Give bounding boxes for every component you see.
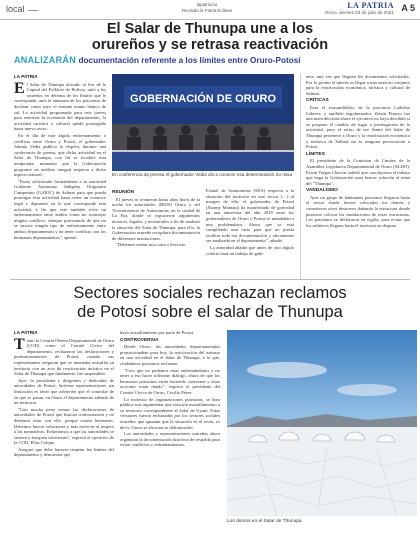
story2-headline <box>10 284 410 322</box>
story1-headline-line2: orureños y se retrasa reactivación <box>91 37 329 53</box>
salt-flat-domes-image <box>227 330 417 516</box>
story1-paragraph: En el día de este álgido enfrentamiento o conflicto entre Oruro y Potosí, el gobernador Johnny Vedia publicó la víspera, durante una conferencia de prensa, que dicha actividad en el Salar de Thunupa, con fin se focalizó esta temporada, momento que la Gobernación programó un análisis integral respecto a dicho aspecto natural. <box>14 132 106 178</box>
story1-photo <box>112 74 294 171</box>
story1-paragraph: El jueves se reunieron hasta altas horas de la noche los autoridades (RIOS) Oruro y del Viceministerio de Autonomías, en la ciudad de La Paz, donde se expusieron argumentos técnicos, legales, y territoriales a fin de analizar la situación del Salar de Thunupa, para ello, la Gobernación orureña recopilará documentación de diferentes instituciones. <box>112 196 200 241</box>
page-header <box>0 0 420 20</box>
story1-paragraph: nete, una vez que lleguen los documentos solicitados. Por lo pronto el interés es llegar a una tarea en conjunto para la reactivación económica, turística y cultural de Salinas. <box>306 74 410 96</box>
story1-paragraph: El presidente de la Comisión de Límites de la Asamblea Legislativa Departamental de Oruro (ALDO), Erwin Vargas Chacón, señaló que concluyeron el trabajo que haga la Gobernación para buscar solución al tema del "Thunupa". <box>306 158 410 186</box>
story2-caption: Los domos en el Salar de Thunupa <box>227 519 302 524</box>
newspaper-name: LA PATRIA <box>347 1 394 10</box>
story2-photo <box>227 330 417 516</box>
story2-paragraph: anto la Central Obrera Departamental de Oruro (COD) como el Comité Cívico del departamento, rechazaron las declaraciones y pronunciamientos de Potosí, cuando sus representantes aseguran que se intentaba avasallar su territorio con un acto de reactivación turística en el Salar de Thunupa que finalmente, fue suspendido. <box>14 337 114 377</box>
story1-subhead-criticas: CRÍTICAS <box>306 98 329 104</box>
story-divider <box>10 279 410 280</box>
header-tagline: Revisalo la Patria Enlinea <box>181 7 233 13</box>
story1-paragraph: "Debemos enviar una carta a Servicio <box>116 242 186 248</box>
story1-paragraph: Ayer un grupo de habitantes potosinos llegaron hasta el sector donde fueron colocados los domos y cometieron otros destrozos dañando la estructura donde pusieron colocar las instalaciones de estas estructuras. Los potosinos se declararon en vigilia, para evitar que los salineros lleguen hasta el territorio en disputa. <box>306 194 410 228</box>
story2-paragraph: Desde Oruro, las autoridades departamentales promocionaban para hoy, la reactivación del turismo en una actividad en el Salar de Thunupa, a lo que, ciudadanos potosinos reclaman. <box>120 344 220 366</box>
story2-paragraph: Los autoridades y representaciones orureñas ahora organizan la documentación histórica de respaldo para evitar conflictos y enfrentamientos. <box>120 431 220 448</box>
photo-banner-text: GOBERNACIÓN DE ORURO <box>129 93 277 105</box>
story2-subhead-controversia: CONTROVERSIA <box>120 337 159 343</box>
header-url: lapatria.bo <box>196 2 218 7</box>
story1-column-4 <box>306 74 410 229</box>
story1-column-2 <box>112 188 200 249</box>
page-number: A 5 <box>401 3 415 13</box>
story1-column-1 <box>14 74 106 241</box>
story1-subhead-limites: LÍMITES <box>306 151 325 157</box>
story2-paragraph: Aseguró que debe hacerse respetar los límites del departamento y demuestra que <box>14 446 114 458</box>
story1-headline-line1: El Salar de Thunupa une a los <box>106 21 314 37</box>
story2-headline-line1: Sectores sociales rechazan reclamos <box>73 284 347 302</box>
story2-dropcap: T <box>14 335 25 353</box>
story1-deck: documentación referente a los límites entre Oruro-Potosí <box>78 56 301 65</box>
story2-column-2 <box>120 330 220 449</box>
story1-paragraph: "Estoy solicitando formalmente a la autoridad Gobierno Autónomo Indígena Originario Campesino (GAIOC) de Salinas para que pueda postergar esta actividad hasta tener un contexto legal y depurado en lo que corresponde esta actividad, a fin que este también evite un enfrentamiento entre ambos como no aconsejar ningún conflicto, siempre procurando de que no se suscite ningún tipo de enfrentamiento entre ambos departamentos y no tener conflicto con los hermanos departamentos", apuntó. <box>14 178 106 240</box>
story1-paragraph: l Salar de Thunupa ubicado al Sur de la Capital del Folklore de Bolivia, unió a los orureños en defensa de los límites que le corresponde, ante la amenaza de los potosinos de declarar como suyo el enorme manto blanco de sal. La actividad programada para este jueves para reactivar la economía del departamento, la actividad turística y cultural quedó postergada hasta nuevo aviso. <box>14 81 106 132</box>
section-label: local <box>6 4 25 14</box>
story1-headline <box>20 21 400 53</box>
header-divider <box>0 19 420 20</box>
issue-date: Oruro, viernes 23 de julio de 2021 <box>324 10 394 15</box>
column-rule <box>300 74 301 280</box>
story2-column-1 <box>14 330 114 459</box>
story1-paragraph: La autoridad añadió que antes de otro álgido criterio hará un trabajo de gabi- <box>206 244 294 256</box>
story1-byline: LA PATRIA <box>14 74 38 79</box>
story1-kicker-row <box>14 54 414 67</box>
story2-paragraph: Ayer, la presidenta y dirigentes y dedicados de autoridades de Potosí, hicieron representaciones sin limitación es tener que advierten que el controlar de su que se pasan, en Oruro el departamento además de un territorio. <box>14 377 114 406</box>
story2-paragraph: La molestia de organizaciones potosinas, se hizo pública tras argumentar que existiría avasallamiento a su territorio correspondiente al Salar de Uyuni. Estas versiones fueron rechazadas por los sectores sociales orureños que apuntan que la situación es al revés, es decir, Oruro se aficiona su delimitación. <box>120 396 220 430</box>
story1-caption: En conferencia de prensa el gobernador Vedia dio a conocer esa determinación Zu misa <box>112 172 293 177</box>
story2-paragraph: haya avasallamiento por parte de Potosí. <box>120 330 195 335</box>
press-conference-image <box>112 74 294 171</box>
header-center-note <box>170 2 244 13</box>
story1-dropcap: E <box>14 79 25 97</box>
story1-column-3 <box>206 188 294 257</box>
story2-headline-line2: de Potosí sobre el salar de Thunupa <box>77 303 343 321</box>
story2-paragraph: "Creo que no podemos estar enfrentándonos y no tener a eso hacer tolerante diálogo, ahora de que los hermanos potosinos están haciendo caravanas y otras acciones están dando", expresó el presidente del Comité Cívico de Oruro, Cecilio Pérez. <box>120 367 220 395</box>
story2-paragraph: "Con mucha pena vemos las declaraciones de autoridades de Potosí que buscan confrontación y no debemos estar con ello, porque somos hermanos. Debemos buscar soluciones y mas estén en el respeto a las normativas. Exhortamos a que las autoridades se sienten y busquen soluciones", expresó el ejecutivo de la COD, Elías Colque. <box>14 406 114 446</box>
story1-paragraph: Para el exasambleísta de la provincia Ladislao Cabrera, y también exgobernador, Zenón Pizarro fue una mala decisión ahora el ejecutivo no haya decidido si se pospone el cambio de lugar o postergación de la actividad, pues el retiro de ese límite del Salar de Thunupa pertenece a Oruro y la reactivación económica y turística de Salinas no es ninguna provocación a Potosí. <box>306 104 410 150</box>
story1-kicker: ANALIZARÁN <box>14 55 76 65</box>
story1-subhead-vandalismo: VANDALISMO <box>306 188 338 194</box>
story1-subhead-reunion: REUNIÓN <box>112 190 135 195</box>
story2-byline: LA PATRIA <box>14 330 38 335</box>
story1-paragraph: Estatal de Autonomías (SEA) respecto a la situación del territorio en este sector (…) al margen de ello, el gobernador de Potosí (Jhonny Mamani) ha manifestado de gravedad en una entrevista del año 2018 entre los gobernadores de Oruro y Potosí se mandaban a una problemática. Ahora que se está cumpliendo una carta para que no pueda facilitar toda esa documentación y obviamente ser analizada en el departamento", añadió. <box>206 188 294 244</box>
